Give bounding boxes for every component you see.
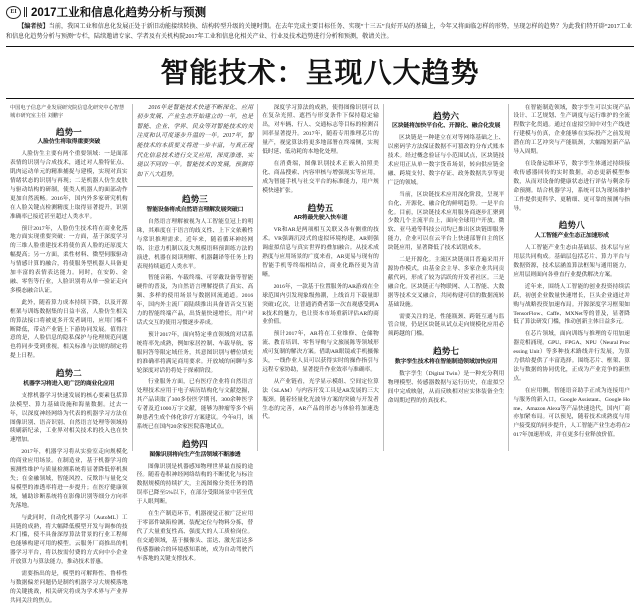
paragraph: 在生产制造环节，机器视觉正被广泛应用于零部件缺陷检测、装配定位与物料分拣，替代了大量重复性高、强度大的人工质检岗位。在交通领域，基于摄像头、雷达、激光雷达多传感器融合的环境感知系统，成为自动驾驶汽车落地的关键支撑技术。	[136, 511, 254, 562]
paragraph: 人工智能产业生态由基础层、技术层与应用层共同构成。基础层包括芯片、算力平台与数据资源，技术层涵盖算法框架与通用能力，应用层则面向各垂直行业提供解决方案。	[513, 245, 630, 278]
trend-number: 趋势六	[433, 110, 459, 121]
paragraph: 在芯片领域，面向训练与推理的专用加速器竞相涌现，GPU、FPGA、NPU（Neural Processing Unit）等多种技术路线并行发展，为算力供给提供了丰富选择。围绕芯片、框架、算法与数据的协同优化，正成为产业竞争的新焦点。	[513, 331, 630, 382]
paragraph: 与此同时，自动化机器学习（AutoML）工具链的成熟，将大幅降低模型开发与调参的技术门槛，使不具备深厚算法背景的行业工程师也能够构建可用的模型。云服务厂商推出的机器学习平台，将以按需付费的方式向中小企业开放算力与算法能力，推动技术普惠。	[10, 514, 128, 566]
logo-bars-icon	[24, 7, 28, 17]
paragraph: 智能音箱、车载终端、可穿戴设备等智能硬件的普及，为自然语言理解提供了真实、高频、多样的使用场景与数据回流通道。2016年，国内外主流厂商陆续推出具备语音交互能力的智能终端产品，出货量快速增长，用户对话式交互的使用习惯逐步养成。	[136, 275, 254, 326]
trend-number: 趋势八	[558, 220, 585, 231]
trend-heading-1	[10, 127, 128, 148]
trend-subtitle: 人脸仿生将取得重要突破	[37, 139, 101, 146]
paragraph: 2016年，一款基于位置服务的AR游戏在全球范围内引发现象级热潮，上线首月下载量即突破1亿次，让普通消费者第一次直观感受到AR技术的魅力，也让资本市场重新评估AR的商业价值。	[262, 283, 379, 326]
trend-number: 趋势二	[55, 368, 82, 379]
paragraph: 当前，区块链技术应用深化阶段，呈现平台化、开源化、融合化的鲜明趋势。一是平台化。目前，区块链技术应用服务商逐步汇聚到少数几个主流平台上，面向全球用户开放。微软、亚马逊等科技公司均已推出区块链即服务能力，企业可以在云平台上快速部署自主的区块链应用，显著降低了技术试错成本。	[387, 191, 505, 252]
paragraph: 区块链是一种建立在对等网络基础之上、以密码学方法保证数据不可篡改的分布式账本技术。经过概念验证与小范围试点，区块链技术应用正从单一数字货币场景，转向供应链金融、跨境支付、数字存证、政务数据共享等更广泛的领域。	[387, 135, 505, 186]
paragraph: 在设备运维环节，数字孪生体通过持续接收传感器回传的实时数据，动态更新模型参数，从而对设备的健康状态进行评估与剩余寿命预测。结合机器学习，系统可以为现场维护工作提供更科学、更精细、更可靠的预测与指导。	[513, 161, 630, 212]
editor-note-tag: 【编者按】	[18, 24, 49, 30]
paragraph: 此外，随着算力成本持续下降，以及开源框架与训练数据集的日益丰富，人脸仿生相关的算法接口将被更多开发者调用，应用门槛不断降低，带动产业链上下游协同发展。值得注意的是，人脸信息的隐私保护与伦理规范问题也将同步受到重视，相关标准与法规的制定将提上日程。	[10, 299, 128, 360]
column-4	[383, 104, 509, 451]
paragraph: 支撑机器学习快速发展的核心要素包括算法模型、算力基础设施和海量数据。过去一年，以深度神经网络为代表的机器学习方法在图像识别、语音识别、自然语言处理等领域持续刷新纪录，工业界对相关技术的投入也在快速增加。	[10, 392, 128, 444]
byline: 中国电子信息产业发展研究院信息化研究中心智慧城市研究室主任 刘鹏宇	[10, 104, 125, 119]
trend-heading-3	[137, 194, 254, 215]
trend-number: 趋势一	[55, 126, 82, 137]
trend-number: 趋势五	[307, 202, 334, 213]
paragraph: 预计2017年，人脸仿生技术将在商业化落地方面实现重要突破：一方面，基于深度学习的三维人脸重建技术将使仿真人脸的还原度大幅提高；另一方面，柔性材料、微型伺服驱动与情感计算的融合，将使服务型机器人具备更加丰富的表情表达能力。同时，在安防、金融、零售等行业，人脸识别将从单一验证走向多模态融合认证。	[10, 225, 128, 294]
paragraph: 数字孪生（Digital Twin）是一种充分利用物理模型、传感器数据与运行历史，在虚拟空间中完成映射，从而反映相对应实体装备全生命周期过程的仿真技术。	[387, 370, 505, 404]
trend-subtitle: 人工智能产业生态正加速形成	[534, 233, 609, 240]
trend-subtitle: 数字孪生技术将在智能制造领域加快应用	[394, 358, 498, 365]
paragraph: 在智能制造领域，数字孪生可以实现产品设计、工艺规划、生产调度与运行维护的全流程数字化贯通。通过在虚拟空间中对生产线进行建模与仿真，企业能够在实际投产之前发现潜在的工艺冲突与产能瓶颈，大幅缩短新产品导入周期。	[513, 104, 630, 156]
divider-under-title	[6, 98, 634, 99]
paragraph: 从产业链看，光学显示模组、空间定位算法（SLAM）与内容开发工具是AR发展的三大瓶颈。随着轻量化光波导方案的突破与开发者生态的完善，AR产品的形态与体验将加速迭代。	[262, 378, 379, 421]
editor-note	[6, 23, 634, 42]
paragraph: VR和AR是两项相互关联又各有侧重的技术。VR强调沉浸式的虚拟环境构建，AR则强调虚拟信息与真实世界的叠加融合。从技术成熟度与应用场景的广度来看，AR更易与现有的智能手机等终端相结合，商业化路径更为清晰。	[262, 227, 379, 278]
divider-top	[6, 46, 634, 47]
publication-logo-icon: EI	[6, 6, 21, 19]
paragraph: 预计2017年，AR将在工业维修、仓储物流、教育培训、零售导购与文旅展陈等领域形成可复制的解决方案。借助AR眼镜或手机摄像头，一线作业人员可以获得实时的操作指引与远程专家协助，显著提升作业效率与准确率。	[262, 331, 379, 373]
trend-subtitle: 智能设备将成自然语言理解发展突破口	[146, 207, 244, 214]
column-series-title: 2017工业和信息化趋势分析与预测	[31, 7, 207, 19]
paragraph: 在消费端，图像识别技术正嵌入拍照美化、商品搜索、内容审核与增强现实等应用，成为智能手机与社交平台的标准能力，用户规模快速扩张。	[262, 161, 379, 194]
trend-number: 趋势七	[433, 346, 459, 357]
masthead	[6, 4, 634, 21]
trend-subtitle: 区块链将加快平台化、开源化、融合化发展	[392, 123, 501, 130]
paragraph: 近年来，围绕人工智能的创业投资持续活跃，初创企业数量快速增长，巨头企业通过并购与战略投资加速布局。开源深度学习框架如TensorFlow、Caffe、MXNet等的普及，显著降低了算法研发门槛，推动创新主体日益多元。	[513, 283, 630, 326]
lead-paragraph: 2016年是智能技术快速不断深化、应用初步发展、产业生态开始建立的一年，也是智能、企业、学界、民众等对智能技术的关注度和认可度逐步升温的一年。2017年，智能技术的本质要义将进一步丰富，与真正现代化信息技术进行交叉应用，深度渗透、实现以不同的一年。智能技术的发展，预测将如下八大趋势。	[137, 104, 254, 188]
paragraph: 需要关注的是，性能瓶颈、跨链互通与监管合规，仍是区块链从试点走向规模化应用必须跨越的门槛。	[387, 313, 505, 338]
trend-subtitle: 机器学习将进入更广泛的商业化应用	[23, 380, 115, 387]
trend-heading-6	[388, 111, 505, 132]
trend-number: 趋势三	[181, 194, 208, 205]
paragraph: 预计2017年，面向特定垂直领域的对话系统将率先成熟，例如家居控制、车载导航、客服问答等限定域任务，其意图识别与槽位填充的准确率将满足商用要求。开放域的闲聊与多轮深度对话仍将处于探索阶段。	[136, 331, 254, 374]
trend-subtitle: 图像识别将向生产生活领域不断渗透	[149, 451, 241, 458]
paragraph: 行业服务方面，已有医疗企业将自然语言处理技术应用于电子病历结构化与文献挖掘，其产品读取了300多份医学期刊、300余种医学专著及近1000万字文献，能够为肿瘤等多个病种患者生成个体化诊疗方案建议。今年8月，该系统已在国内20余家医院落地试点。	[136, 379, 254, 430]
column-2	[132, 104, 258, 562]
column-1	[6, 104, 132, 604]
trend-subtitle: AR将最先驶入快车道	[293, 215, 348, 222]
column-5	[508, 104, 634, 451]
trend-heading-5	[262, 203, 379, 224]
paragraph: 在应用侧，智能语音助手正成为连接用户与服务的新入口，Google Assistant、Google Home、Amazon Alexa等产品快速迭代，国内厂商亦加紧布局。可以预见，随着技术成熟度与用户接受度的同步提升，人工智能产业生态将在2017年加速形成，并在更多行业释放价值。	[513, 387, 630, 439]
paragraph: 二是开源化。主流区块链项目普遍采用开源协作模式，由基金会主导、多家企业共同贡献代码，形成了较为活跃的开发者社区。三是融合化。区块链正与物联网、人工智能、大数据等技术交叉融合，共同构建可信的数据流转基础设施。	[387, 257, 505, 308]
paragraph: 人脸仿生主要有两个重要领域：一是面部表情的识别与合成技术，通过对人脸特征点、肌肉运动单元的精准捕捉与建模，实现对真实情绪状态的识别与再现；二是机器人仿生皮肤与驱动结构的研制，使类人机器人的面部动作更加自然流畅。2016年，国内外多家研究机构在人脸关键点检测精度上取得显著提升，识别准确率已接近甚至超过人类水平。	[10, 151, 128, 220]
trend-number: 趋势四	[181, 438, 208, 449]
article-columns	[6, 104, 634, 604]
editor-note-text: 当前，我国工业和信息化发展正处于新旧动能接续转换、结构转型升级的关键时期。在去年完成主要目标任务、实现“十三五”良好开局的基础上，今年又将面临怎样的形势，呈现怎样的趋势？为此我们特开辟“2017工业和信息化趋势分析与预测”专栏，陆续邀请专家、学者及有关机构院2017年工业和信息化相关产业、行业及技术趋势进行分析和预测，敬请关注。	[6, 24, 632, 40]
paragraph: 需要指出的是，模型的可解释性、鲁棒性与数据偏差问题仍是制约机器学习大规模落地的关键挑战，相关研究将成为学术界与产业界共同关注的焦点。	[10, 571, 128, 604]
column-3	[257, 104, 383, 451]
paragraph: 自然语言理解被视为人工智能皇冠上的明珠，其难度在于语言的歧义性、上下文依赖性与常识推理需求。近年来，随着循环神经网络、注意力机制以及大规模语料预训练方法的演进，机器在阅读理解、机器翻译等任务上的表现持续逼近人类水平。	[136, 219, 254, 270]
paragraph: 深度学习算法的成熟，使得图像识别可以在复杂光照、遮挡与形变条件下保持稳定输出，对车辆、行人、交通标志等目标的检测召回率显著提升。2017年，随着专用推理芯片的量产，视觉算法将更多地部署在终端侧，实现低时延、低功耗的本地化处理。	[262, 104, 379, 156]
trend-heading-7	[388, 346, 505, 367]
trend-heading-4	[137, 439, 254, 460]
paragraph: 2017年，机器学习将从实验室走向规模化的商业应用场景。在制造业，基于机器学习的预测性维护与质量检测系统将显著降低停机损失；在金融领域，智能风控、反欺诈与量化交易模型的渗透率将进一步提升；在医疗健康领域，辅助诊断系统将在影像识别等细分方向率先落地。	[10, 449, 128, 509]
trend-heading-2	[10, 368, 128, 389]
trend-heading-8	[513, 220, 630, 241]
paragraph: 图像识别是机器感知物理世界最直接的途径。随着卷积神经网络结构的不断优化与标注数据规模的持续扩大，主流图像分类任务的错误率已降至5%以下，在部分受限场景中甚至优于人眼判断。	[136, 463, 254, 506]
page-title: 智能技术：呈现八大趋势	[160, 57, 480, 89]
